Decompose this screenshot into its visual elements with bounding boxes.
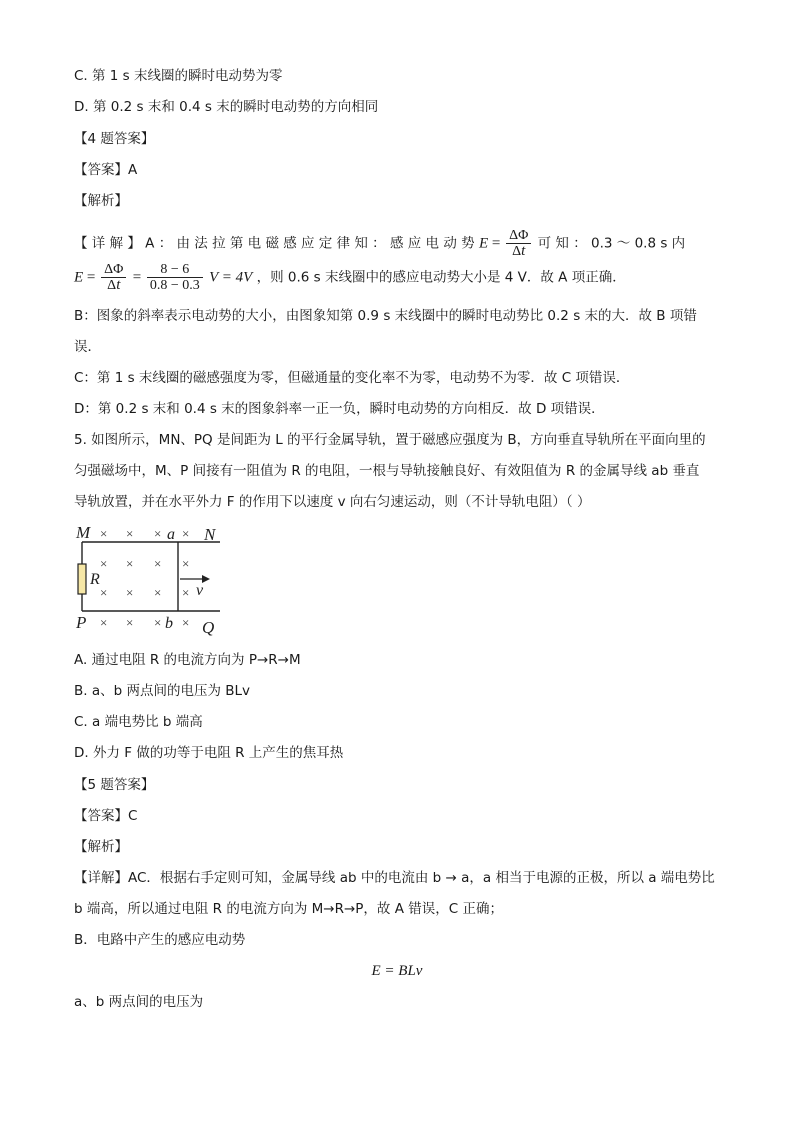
q5-option-d: D. 外力 F 做的功等于电阻 R 上产生的焦耳热 xyxy=(74,745,344,761)
q4-detail-a-line2: E = $\frac{\Delta\Phi}{\Delta t}$ = $\frac{8 - 6}{0.8 - 0.3}$ V = 4V ，则 0.6 s 末线圈中的感应电动势大小是 4 V．故 A 项正确． xyxy=(74,262,626,293)
q5-answer-label: 【答案】C xyxy=(74,808,138,824)
q4-detail-d: D：第 0.2 s 末和 0.4 s 末的图象斜率一正一负，瞬时电动势的方向相反．故 D 项错误． xyxy=(74,401,605,417)
formula-denominator: Δt xyxy=(512,243,526,259)
q4-detail-a-line2-text: ，则 0.6 s 末线圈中的感应电动势大小是 4 V．故 A 项正确． xyxy=(256,269,626,286)
formula-values-denominator: 0.8 − 0.3 xyxy=(149,278,200,293)
svg-text:×: × xyxy=(126,556,134,571)
svg-text:×: × xyxy=(182,615,190,630)
q4-answer-label: 【答案】A xyxy=(74,162,138,178)
q4-detail-b-line1: B：图象的斜率表示电动势的大小，由图象知第 0.9 s 末线圈中的瞬时电动势比 0.2 s 末的大．故 B 项错 xyxy=(74,308,697,324)
formula-fraction-flux xyxy=(506,228,531,259)
svg-text:×: × xyxy=(154,615,162,630)
label-m: M xyxy=(76,523,91,542)
q4-detail-c: C：第 1 s 末线圈的磁感强度为零，但磁通量的变化率不为零，电动势不为零．故 C 项错误． xyxy=(74,370,630,386)
q5-option-b: B. a、b 两点间的电压为 BLv xyxy=(74,683,251,699)
formula-fraction-values xyxy=(147,262,203,293)
resistor-r xyxy=(78,564,86,594)
q4-answer-header: 【4 题答案】 xyxy=(74,131,155,147)
svg-text:×: × xyxy=(126,526,134,541)
q4-detail-b-line2: 误． xyxy=(74,339,101,355)
svg-text:×: × xyxy=(154,585,162,600)
q4-option-c: C. 第 1 s 末线圈的瞬时电动势为零 xyxy=(74,68,283,84)
svg-text:×: × xyxy=(100,526,108,541)
q5-detail-b-line: B．电路中产生的感应电动势 xyxy=(74,932,246,948)
circuit-figure xyxy=(70,520,230,640)
q5-equation: E = BLv xyxy=(371,963,423,979)
q5-analysis-label: 【解析】 xyxy=(74,839,128,855)
q5-last-line: a、b 两点间的电压为 xyxy=(74,994,204,1010)
q5-option-a: A. 通过电阻 R 的电流方向为 P→R→M xyxy=(74,652,301,668)
svg-text:×: × xyxy=(182,585,190,600)
svg-text:×: × xyxy=(154,556,162,571)
q4-detail-a-suffix: 可 知 ： 0.3 ～ 0.8 s 内 xyxy=(537,235,686,252)
label-r: R xyxy=(90,571,100,588)
q4-detail-a-prefix: 【 详 解 】 A ： 由 法 拉 第 电 磁 感 应 定 律 知 ： 感 应 电 动 势 xyxy=(74,235,475,252)
formula-numerator: ΔΦ xyxy=(506,228,531,244)
svg-text:×: × xyxy=(154,526,162,541)
q5-detail-line2: b 端高，所以通过电阻 R 的电流方向为 M→R→P，故 A 错误，C 正确； xyxy=(74,901,503,917)
label-q: Q xyxy=(202,618,215,637)
label-n: N xyxy=(204,525,216,544)
svg-text:×: × xyxy=(100,585,108,600)
formula-values-numerator: 8 − 6 xyxy=(147,262,203,278)
q4-detail-a-line1: 【 详 解 】 A ： 由 法 拉 第 电 磁 感 应 定 律 知 ： 感 应 电 动 势 E = $\frac{\Delta\Phi}{\Delta t}$ 可 知 ： 0.3 ～ 0.8 s 内 xyxy=(74,228,686,259)
q4-option-d: D. 第 0.2 s 末和 0.4 s 末的瞬时电动势的方向相同 xyxy=(74,99,379,115)
formula-denominator-2: Δt xyxy=(107,277,121,293)
svg-text:×: × xyxy=(182,526,190,541)
q5-option-c: C. a 端电势比 b 端高 xyxy=(74,714,203,730)
svg-text:×: × xyxy=(100,615,108,630)
formula-result: V = 4V xyxy=(209,269,253,286)
q5-detail-line1: 【详解】AC．根据右手定则可知，金属导线 ab 中的电流由 b → a，a 相当于电源的正极，所以 a 端电势比 xyxy=(74,870,715,886)
formula-emf-symbol-2: E xyxy=(74,269,84,286)
label-a: a xyxy=(167,526,175,543)
svg-text:×: × xyxy=(126,585,134,600)
formula-fraction-flux-2 xyxy=(101,262,126,293)
formula-emf-symbol: E xyxy=(478,235,489,252)
formula-numerator-2: ΔΦ xyxy=(101,262,126,278)
svg-text:×: × xyxy=(100,556,108,571)
q4-analysis-label: 【解析】 xyxy=(74,193,128,209)
velocity-arrowhead xyxy=(202,575,210,583)
q5-stem-line3: 导轨放置，并在水平外力 F 的作用下以速度 v 向右匀速运动，则（不计导轨电阻）（ ） xyxy=(74,494,591,510)
svg-text:×: × xyxy=(126,615,134,630)
svg-text:×: × xyxy=(182,556,190,571)
q5-answer-header: 【5 题答案】 xyxy=(74,777,155,793)
label-p: P xyxy=(76,613,87,632)
q5-stem-line1: 5. 如图所示，MN、PQ 是间距为 L 的平行金属导轨，置于磁感应强度为 B，方向垂直导轨所在平面向里的 xyxy=(74,432,706,448)
label-v: v xyxy=(196,582,204,599)
q5-stem-line2: 匀强磁场中，M、P 间接有一阻值为 R 的电阻，一根与导轨接触良好、有效阻值为 R 的金属导线 ab 垂直 xyxy=(74,463,700,479)
label-b: b xyxy=(165,615,173,632)
